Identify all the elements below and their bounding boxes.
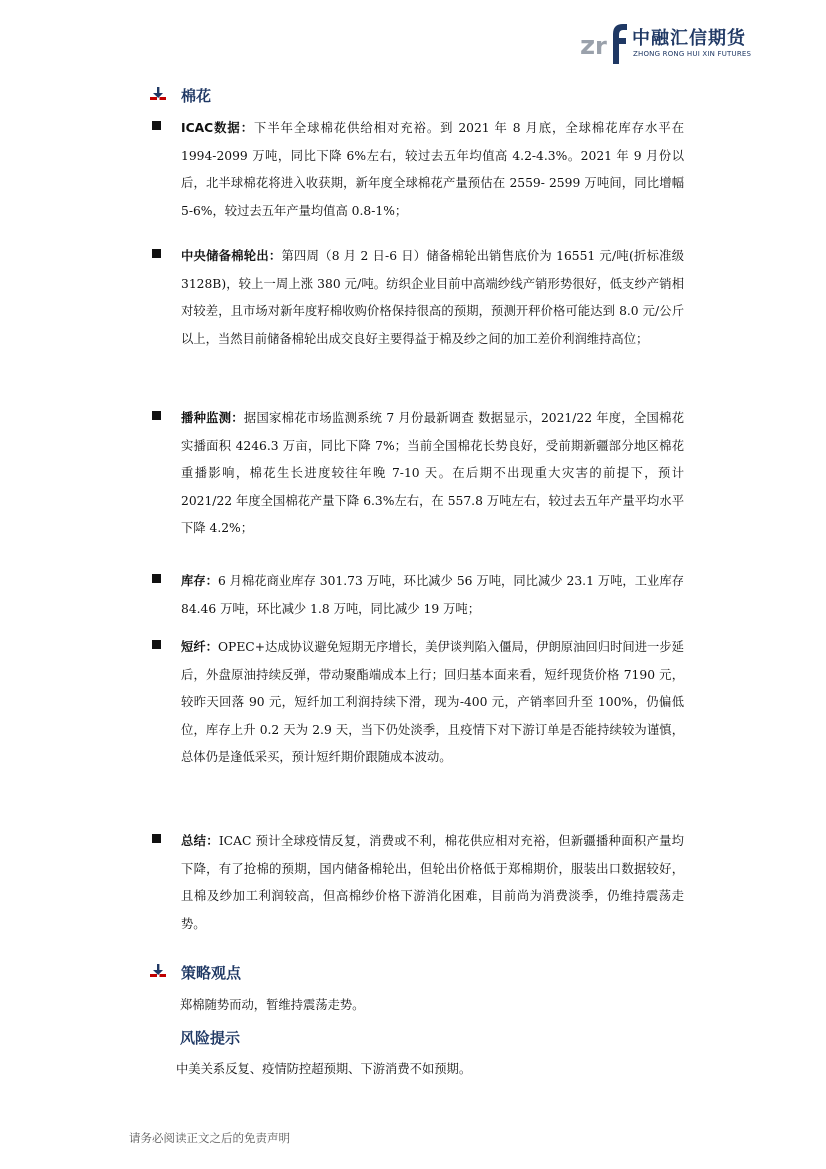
list-item-reserve: [152, 243, 684, 353]
item-body: 第四周（8 月 2 日-6 日）储备棉轮出销售底价为 16551 元/吨(折标准级 3128B)，较上一周上涨 380 元/吨。纺织企业目前中高端纱线产销形势很好，低支纱产销相对较差，且市场对新年度籽棉收购价格保持很高的预期，预测开秤价格可能达到 8.0 元/公斤以上，当然目前储备棉轮出成交良好主要得益于棉及纱之间的加工差价利润维持高位；: [181, 249, 684, 346]
item-label: 总结：: [181, 834, 219, 848]
pin-arrow-icon: [150, 964, 166, 980]
item-label: ICAC数据：: [181, 121, 255, 135]
svg-text:z: z: [580, 31, 596, 61]
section-title-risk: 风险提示: [180, 1029, 241, 1047]
item-label: 中央储备棉轮出：: [181, 249, 282, 263]
strategy-text: 郑棉随势而动，暂维持震荡走势。: [180, 998, 365, 1012]
square-bullet-icon: [152, 411, 161, 420]
logo-english-text: ZHONG RONG HUI XIN FUTURES: [633, 50, 752, 58]
square-bullet-icon: [152, 249, 161, 258]
item-body: 6 月棉花商业库存 301.73 万吨，环比减少 56 万吨，同比减少 23.1 万吨，工业库存 84.46 万吨，环比减少 1.8 万吨，同比减少 19 万吨；: [181, 574, 684, 616]
logo-mark-icon: [580, 20, 628, 64]
item-label: 播种监测：: [181, 411, 244, 425]
list-item-planting: [152, 405, 684, 543]
list-item-icac: [152, 115, 684, 225]
risk-text: 中美关系反复、疫情防控超预期、下游消费不如预期。: [176, 1062, 472, 1076]
item-body: ICAC 预计全球疫情反复，消费或不利，棉花供应相对充裕，但新疆播种面积产量均下降，有了抢棉的预期，国内储备棉轮出，但轮出价格低于郑棉期价，服装出口数据较好，且棉及纱加工利润较高，但高棉纱价格下游消化困难，目前尚为消费淡季，仍维持震荡走势。: [181, 834, 684, 931]
list-item-summary: [152, 828, 684, 938]
pin-arrow-icon: [150, 87, 166, 103]
svg-text:r: r: [595, 32, 607, 60]
item-body: 下半年全球棉花供给相对充裕。到 2021 年 8 月底，全球棉花库存水平在 1994-2099 万吨，同比下降 6%左右，较过去五年均值高 4.2-4.3%。2021 年 9 月份以后，北半球棉花将进入收获期，新年度全球棉花产量预估在 2559- 2599 万吨间，同比增幅 5-6%，较过去五年产量均值高 0.8-1%；: [181, 121, 684, 218]
disclaimer-footer: 请务必阅读正文之后的免责声明: [129, 1131, 290, 1145]
square-bullet-icon: [152, 834, 161, 843]
item-body: OPEC+达成协议避免短期无序增长，美伊谈判陷入僵局，伊朗原油回归时间进一步延后，外盘原油持续反弹，带动聚酯端成本上行；回归基本面来看，短纤现货价格 7190 元，较昨天回落 90 元，短纤加工利润持续下滑，现为-400 元，产销率回升至 100%，仍偏低位，库存上升 0.2 天为 2.9 天，当下仍处淡季，且疫情下对下游订单是否能持续较为谨慎，总体仍是逢低采买，预计短纤期价跟随成本波动。: [181, 640, 684, 765]
item-label: 短纤：: [181, 640, 218, 654]
list-item-staple-fiber: [152, 634, 684, 772]
square-bullet-icon: [152, 121, 161, 130]
section-title-strategy: 策略观点: [181, 964, 242, 982]
square-bullet-icon: [152, 640, 161, 649]
company-logo: [580, 18, 770, 66]
item-body: 据国家棉花市场监测系统 7 月份最新调查 数据显示，2021/22 年度，全国棉花实播面积 4246.3 万亩，同比下降 7%；当前全国棉花长势良好，受前期新疆部分地区棉花重播影响，棉花生长进度较往年晚 7-10 天。在后期不出现重大灾害的前提下，预计 2021/22 年度全国棉花产量下降 6.3%左右，在 557.8 万吨左右，较过去五年产量平均水平下降 4.2%；: [181, 411, 684, 536]
section-title-cotton: 棉花: [181, 87, 212, 105]
square-bullet-icon: [152, 574, 161, 583]
item-label: 库存：: [181, 574, 218, 588]
logo-chinese-text: 中融汇信期货: [632, 28, 746, 49]
list-item-inventory: [152, 568, 684, 623]
